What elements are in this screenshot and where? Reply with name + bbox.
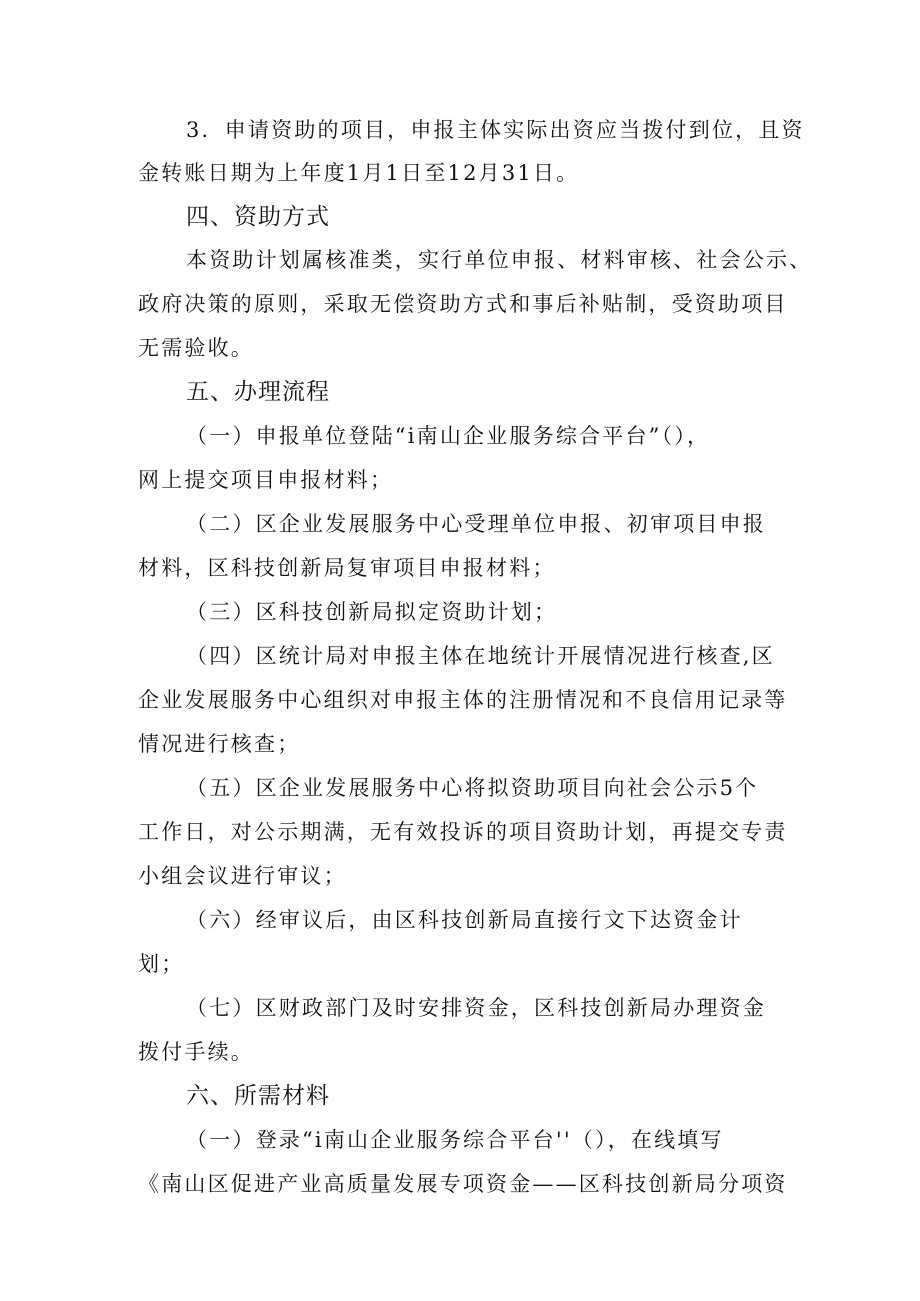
item3-line-2: 金转账日期为上年度1月1日至12月31日。 — [138, 161, 580, 185]
procedure-step5-line-1: （五）区企业发展服务中心将拟资助项目向社会公示5个 — [186, 776, 759, 800]
procedure-step4-line-2: 企业发展服务中心组织对申报主体的注册情况和不良信用记录等 — [138, 688, 788, 712]
procedure-step4-line-1: （四）区统计局对申报主体在地统计开展情况进行核查,区 — [186, 644, 775, 668]
procedure-step2-line-1: （二）区企业发展服务中心受理单位申报、初审项目申报 — [186, 512, 766, 536]
section-heading-required-materials: 六、所需材料 — [186, 1083, 330, 1109]
item3-line-1: 3．申请资助的项目，申报主体实际出资应当拨付到位，且资 — [186, 118, 805, 142]
procedure-step7-line-2: 拨付手续。 — [138, 1040, 254, 1064]
procedure-step6-line-1: （六）经审议后，由区科技创新局直接行文下达资金计 — [186, 908, 743, 932]
procedure-step2-line-2: 材料，区科技创新局复审项目申报材料； — [138, 556, 556, 580]
procedure-step1-line-1: （一）申报单位登陆“i南山企业服务综合平台”（）， — [186, 424, 711, 448]
funding-paragraph-line-1: 本资助计划属核准类，实行单位申报、材料审核、社会公示、 — [186, 248, 813, 272]
funding-paragraph-line-3: 无需验收。 — [138, 336, 254, 360]
procedure-step5-line-2: 工作日，对公示期满，无有效投诉的项目资助计划，再提交专责 — [138, 820, 788, 844]
procedure-step6-line-2: 划； — [138, 952, 185, 976]
procedure-step5-line-3: 小组会议进行审议； — [138, 864, 347, 888]
materials-item1-line-2: 《南山区促进产业高质量发展专项资金——区科技创新局分项资 — [138, 1172, 788, 1196]
procedure-step7-line-1: （七）区财政部门及时安排资金，区科技创新局办理资金 — [186, 996, 766, 1020]
section-heading-funding-method: 四、资助方式 — [186, 204, 330, 230]
funding-paragraph-line-2: 政府决策的原则，采取无偿资助方式和事后补贴制，受资助项目 — [138, 292, 788, 316]
procedure-step4-line-3: 情况进行核查； — [138, 732, 301, 756]
procedure-step3-line-1: （三）区科技创新局拟定资助计划； — [186, 600, 558, 624]
section-heading-procedure: 五、办理流程 — [186, 379, 330, 405]
materials-item1-line-1: （一）登录“i南山企业服务综合平台''（），在线填写 — [186, 1128, 724, 1152]
procedure-step1-line-2: 网上提交项目申报材料； — [138, 468, 394, 492]
